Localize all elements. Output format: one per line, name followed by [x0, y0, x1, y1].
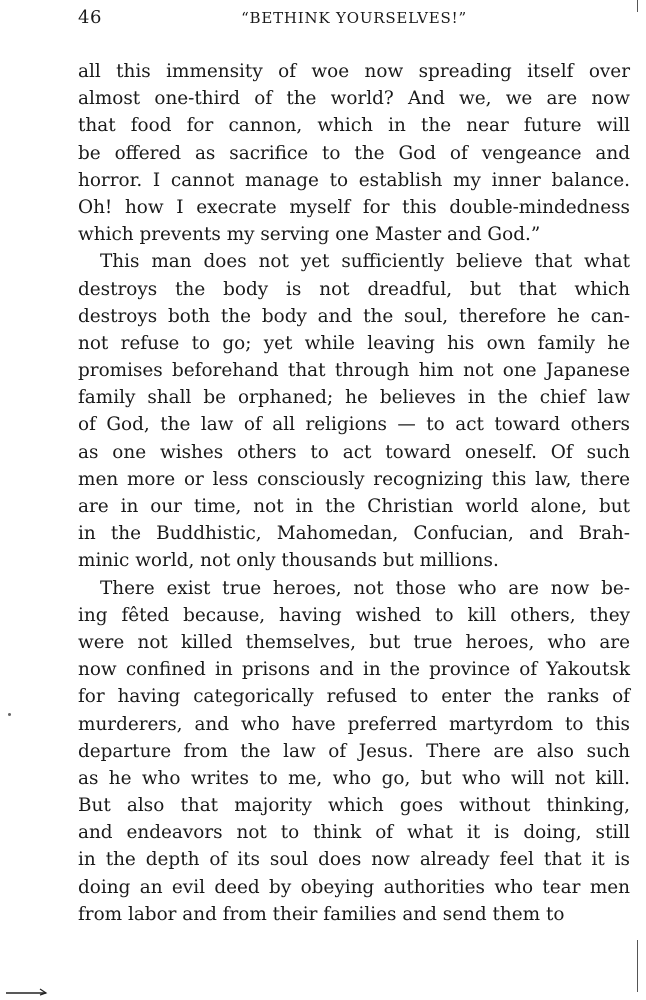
text-line: as one wishes others to act toward oneself. Of such — [78, 441, 630, 463]
text-line: There exist true heroes, not those who are now be- — [100, 577, 630, 599]
text-line: minic world, not only thousands but millions. — [78, 550, 499, 572]
paragraph — [78, 58, 630, 248]
text-line: family shall be orphaned; he believes in the chief law — [78, 387, 630, 409]
running-title: “BETHINK YOURSELVES!” — [241, 9, 467, 27]
text-line: destroys the body is not dreadful, but that which — [78, 278, 630, 300]
text-line: in the Buddhistic, Mahomedan, Confucian, and Brah- — [78, 523, 630, 545]
text-line: in the depth of its soul does now already feel that it is — [78, 849, 630, 871]
text-line: murderers, and who have preferred martyrdom to this — [78, 713, 630, 735]
scan-edge-line — [637, 940, 638, 992]
text-line: of God, the law of all religions — to act toward others — [78, 414, 630, 436]
paragraph — [78, 248, 630, 574]
text-line: doing an evil deed by obeying authorities who tear men — [78, 876, 630, 898]
text-line: that food for cannon, which in the near future will — [78, 115, 630, 137]
text-line: departure from the law of Jesus. There are also such — [78, 740, 630, 762]
text-line: and endeavors not to think of what it is doing, still — [78, 822, 630, 844]
body-text — [78, 58, 630, 928]
text-line: not refuse to go; yet while leaving his own family he — [78, 332, 630, 354]
text-line: Oh! how I execrate myself for this double-mindedness — [78, 196, 630, 218]
text-line: all this immensity of woe now spreading itself over — [78, 61, 630, 82]
margin-arrow-icon — [4, 986, 50, 996]
text-line: ing fêted because, having wished to kill others, they — [78, 604, 630, 626]
scan-edge-line — [637, 0, 638, 12]
text-line: This man does not yet sufficiently believe that what — [100, 251, 630, 273]
text-line: promises beforehand that through him not one Japanese — [78, 360, 630, 382]
text-line: from labor and from their families and send them to — [78, 903, 565, 925]
text-line: as he who writes to me, who go, but who will not kill. — [78, 767, 630, 789]
text-line: destroys both the body and the soul, therefore he can- — [78, 305, 630, 327]
text-line: were not killed themselves, but true heroes, who are — [78, 631, 630, 653]
text-line: be offered as sacrifice to the God of vengeance and — [78, 142, 630, 164]
paragraph — [78, 575, 630, 928]
text-line: for having categorically refused to enter the ranks of — [78, 686, 630, 708]
text-line: are in our time, not in the Christian world alone, but — [78, 496, 630, 517]
text-line: almost one-third of the world? And we, we are now — [78, 88, 630, 110]
margin-mark — [8, 713, 11, 716]
running-header — [78, 7, 630, 33]
text-line: horror. I cannot manage to establish my inner balance. — [78, 169, 630, 191]
text-line: which prevents my serving one Master and God.” — [78, 224, 541, 246]
text-line: men more or less consciously recognizing this law, there — [78, 468, 630, 490]
text-line: now confined in prisons and in the province of Yakoutsk — [78, 659, 630, 681]
text-line: But also that majority which goes without thinking, — [78, 795, 630, 817]
page-number: 46 — [78, 7, 102, 28]
